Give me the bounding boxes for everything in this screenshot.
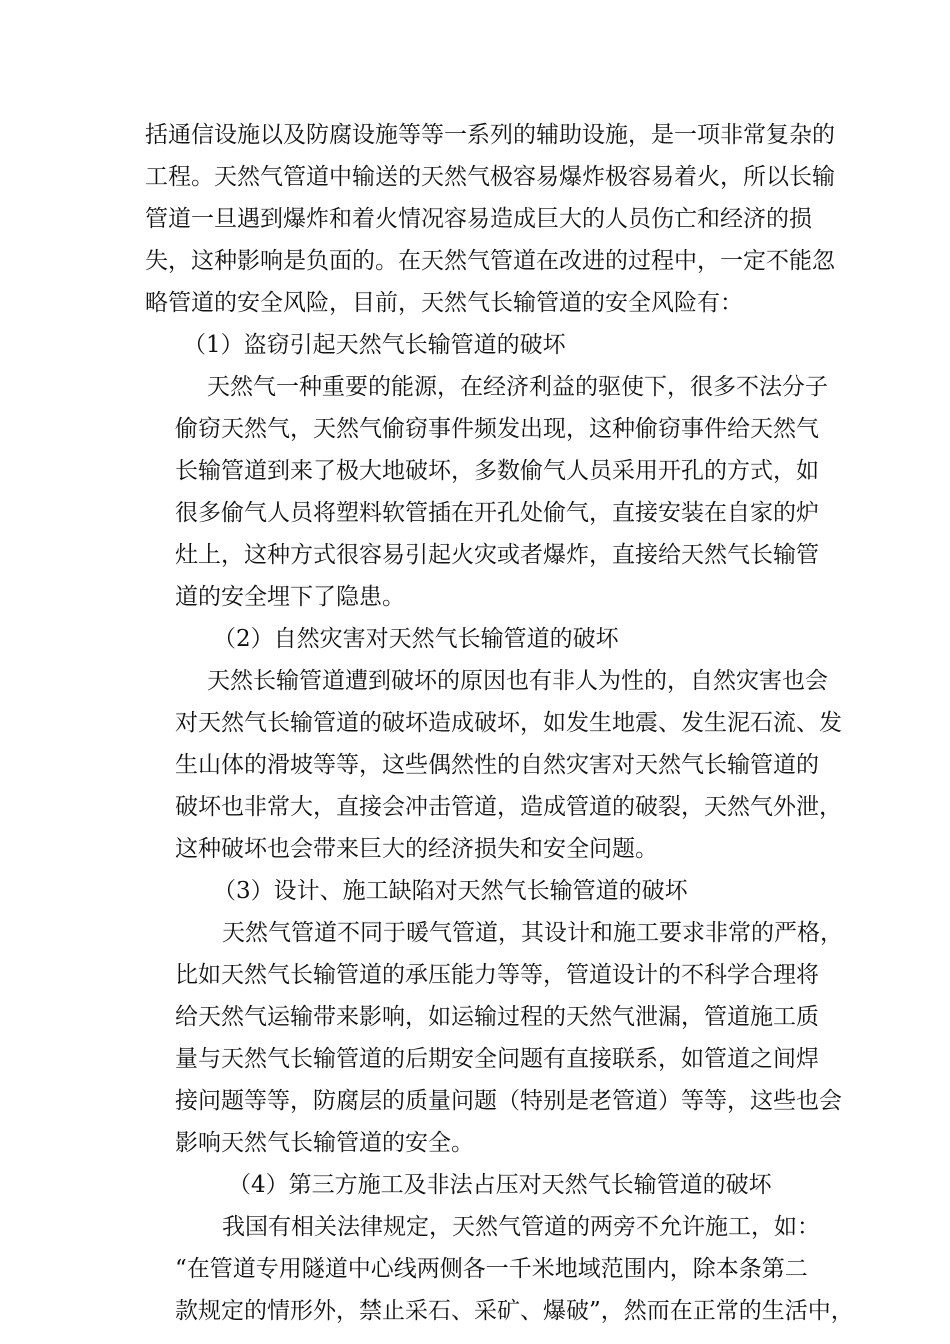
paragraph-line: 很多偷气人员将塑料软管插在开孔处偷气，直接安装在自家的炉 <box>175 500 819 526</box>
paragraph-line: 工程。天然气管道中输送的天然气极容易爆炸极容易着火，所以长输 <box>145 164 835 190</box>
paragraph-line: 天然长输管道遭到破坏的原因也有非人为性的，自然灾害也会 <box>207 668 828 694</box>
paragraph-line: 我国有相关法律规定，天然气管道的两旁不允许施工，如： <box>222 1214 820 1240</box>
paragraph-line: “在管道专用隧道中心线两侧各一千米地域范围内，除本条第二 <box>175 1256 808 1282</box>
section-heading: （1）盗窃引起天然气长输管道的破坏 <box>183 332 566 358</box>
paragraph-line: 破坏也非常大，直接会冲击管道，造成管道的破裂，天然气外泄， <box>175 794 842 820</box>
section-heading: （2）自然灾害对天然气长输管道的破坏 <box>213 626 619 652</box>
paragraph-line: 偷窃天然气，天然气偷窃事件频发出现，这种偷窃事件给天然气 <box>175 416 819 442</box>
paragraph-line: 生山体的滑坡等等，这些偶然性的自然灾害对天然气长输管道的 <box>175 752 819 778</box>
paragraph-line: 这种破坏也会带来巨大的经济损失和安全问题。 <box>175 836 658 862</box>
paragraph-line: 款规定的情形外，禁止采石、采矿、爆破”，然而在正常的生活中， <box>175 1298 854 1324</box>
paragraph-line: 管道一旦遇到爆炸和着火情况容易造成巨大的人员伤亡和经济的损 <box>145 206 812 232</box>
paragraph-line: 接问题等等，防腐层的质量问题（特别是老管道）等等，这些也会 <box>175 1088 842 1114</box>
paragraph-line: 天然气管道不同于暖气管道，其设计和施工要求非常的严格， <box>222 920 843 946</box>
paragraph-line: 天然气一种重要的能源，在经济利益的驱使下，很多不法分子 <box>207 374 828 400</box>
section-heading: （4）第三方施工及非法占压对天然气长输管道的破坏 <box>228 1172 772 1198</box>
paragraph-line: 比如天然气长输管道的承压能力等等，管道设计的不科学合理将 <box>175 962 819 988</box>
paragraph-line: 对天然气长输管道的破坏造成破坏，如发生地震、发生泥石流、发 <box>175 710 842 736</box>
paragraph-line: 长输管道到来了极大地破坏，多数偷气人员采用开孔的方式，如 <box>175 458 819 484</box>
paragraph-line: 略管道的安全风险，目前，天然气长输管道的安全风险有： <box>145 290 743 316</box>
paragraph-line: 灶上，这种方式很容易引起火灾或者爆炸，直接给天然气长输管 <box>175 542 819 568</box>
section-heading: （3）设计、施工缺陷对天然气长输管道的破坏 <box>213 878 688 904</box>
paragraph-line: 影响天然气长输管道的安全。 <box>175 1130 474 1156</box>
paragraph-line: 括通信设施以及防腐设施等等一系列的辅助设施，是一项非常复杂的 <box>145 122 835 148</box>
paragraph-line: 量与天然气长输管道的后期安全问题有直接联系，如管道之间焊 <box>175 1046 819 1072</box>
paragraph-line: 失，这种影响是负面的。在天然气管道在改进的过程中，一定不能忽 <box>145 248 835 274</box>
paragraph-line: 给天然气运输带来影响，如运输过程的天然气泄漏，管道施工质 <box>175 1004 819 1030</box>
paragraph-line: 道的安全埋下了隐患。 <box>175 584 405 610</box>
